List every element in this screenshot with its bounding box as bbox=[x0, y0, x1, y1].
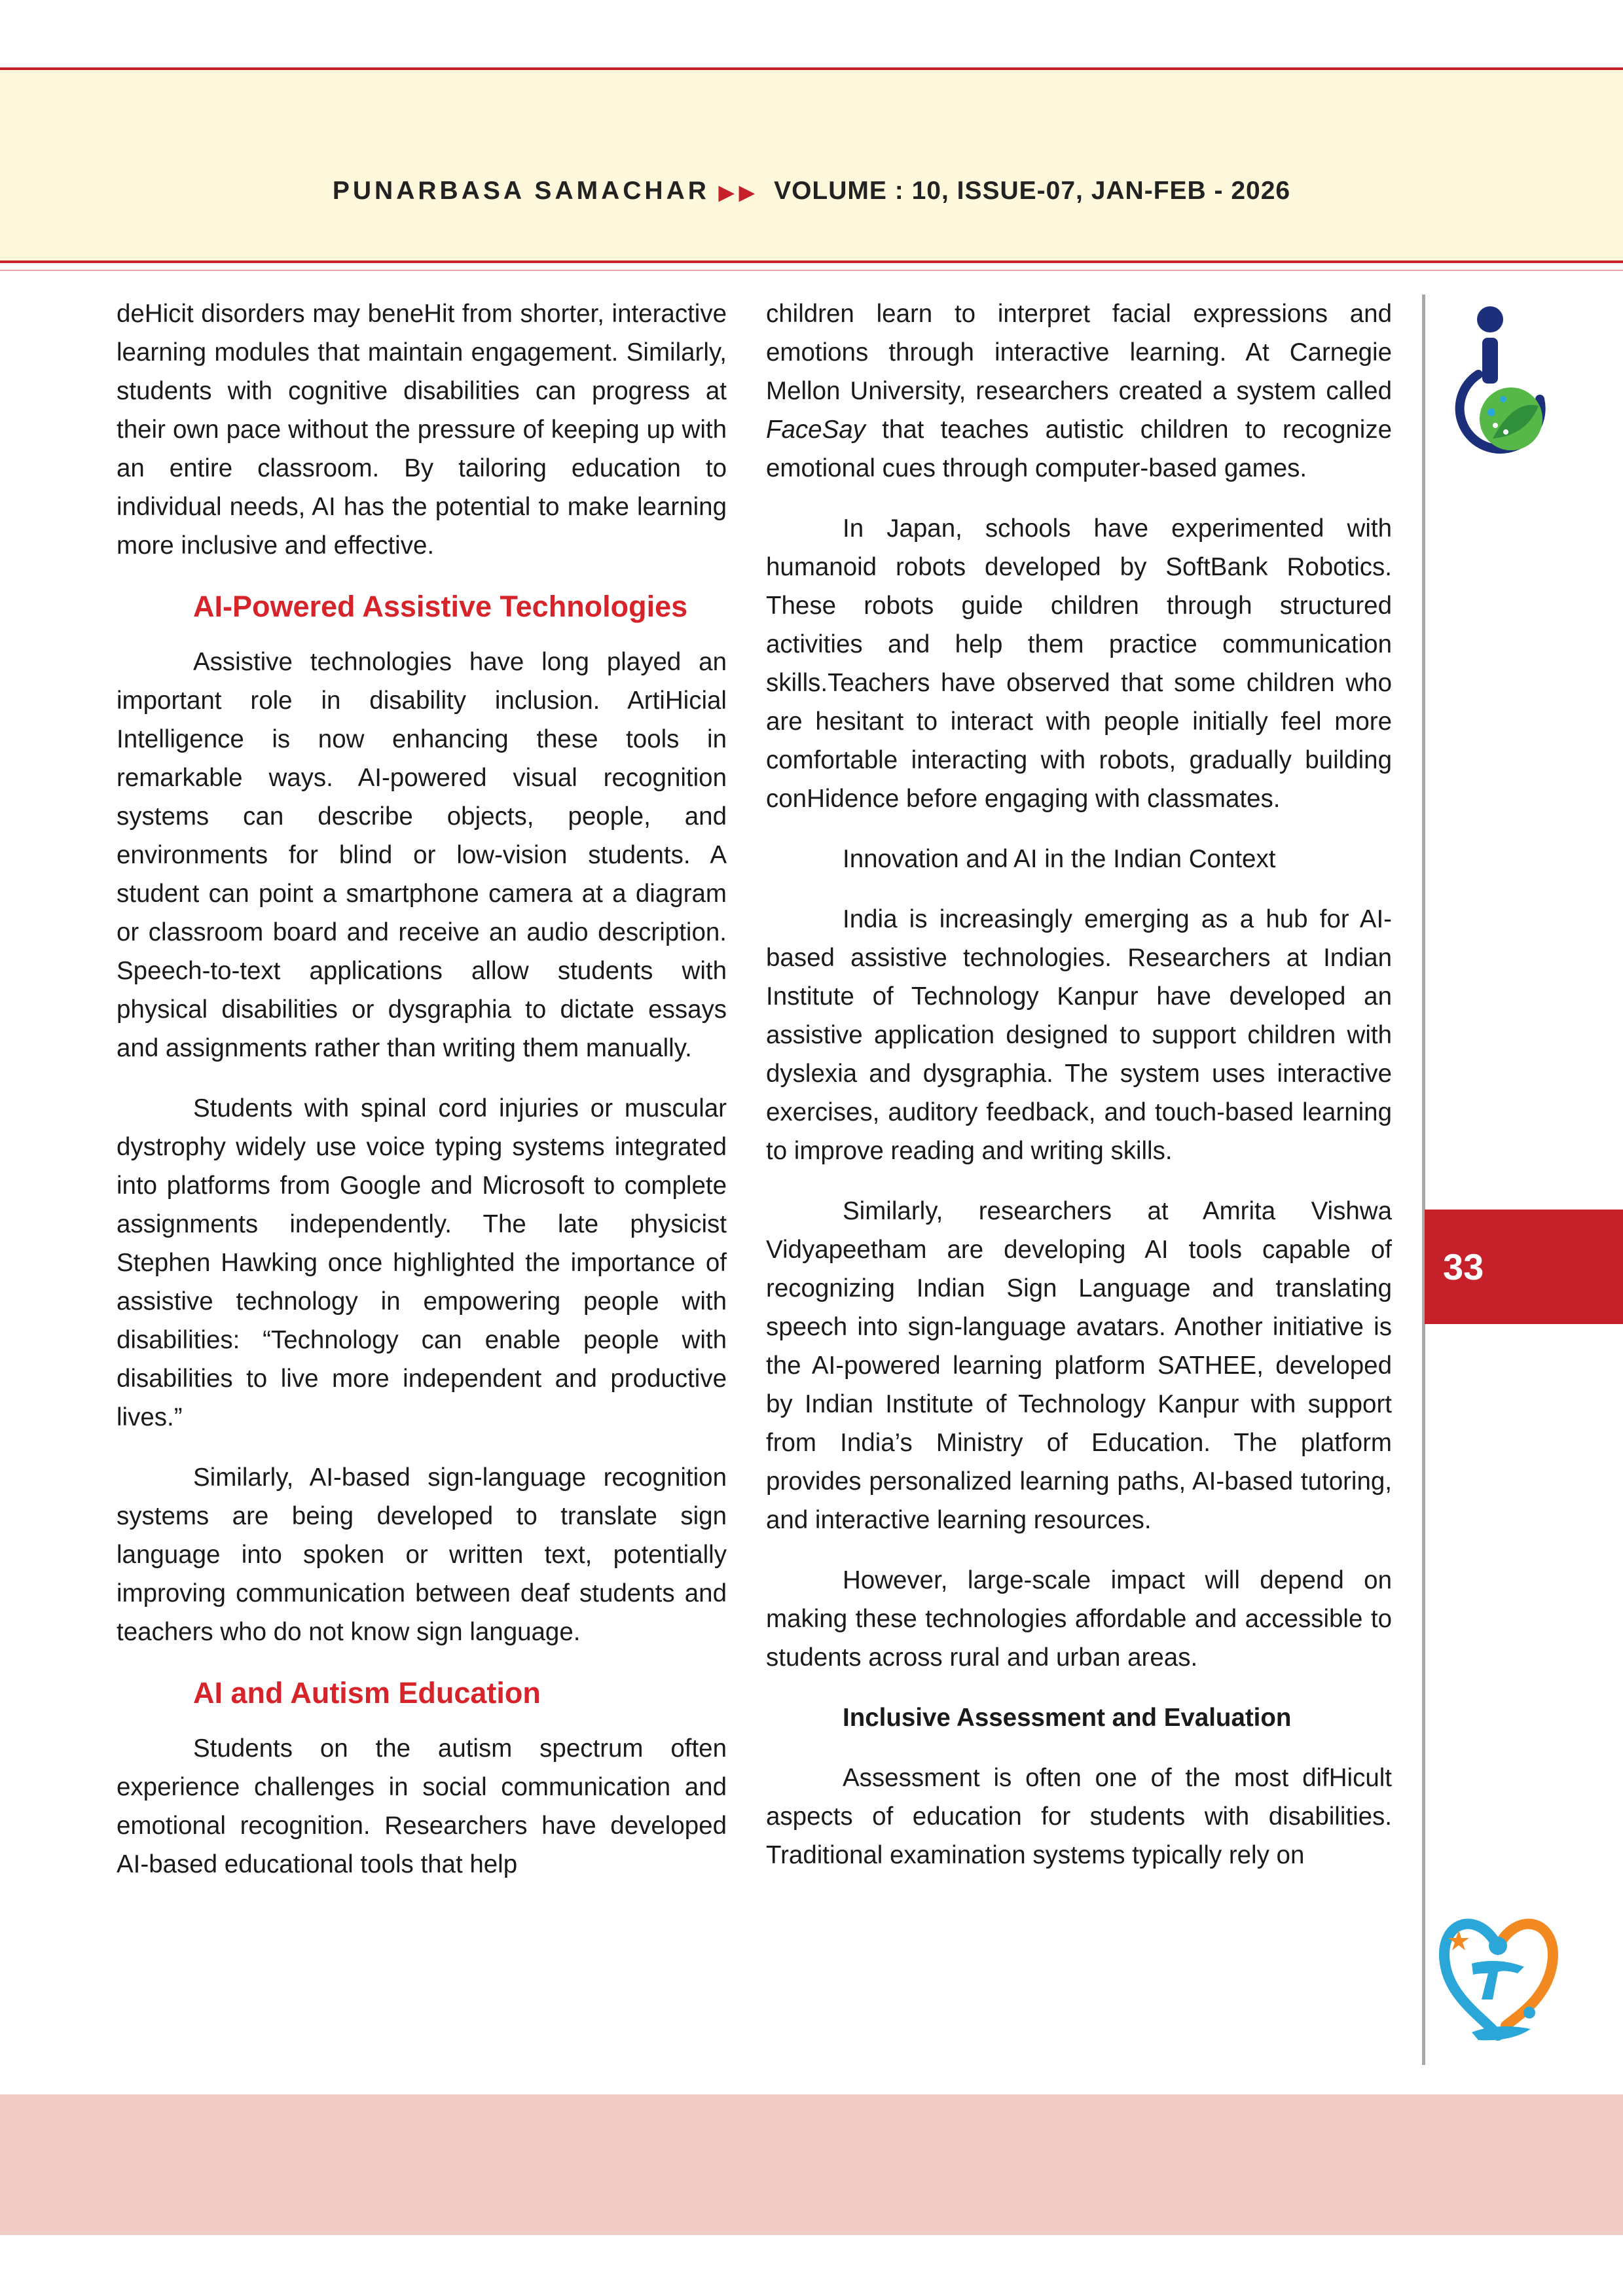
paragraph-facesay bbox=[766, 295, 1392, 488]
wheelchair-accessibility-logo-icon bbox=[1440, 301, 1558, 497]
facesay-text-before: children learn to interpret facial expressions and emotions through interactive learning. At Carnegie Mellon University, researchers created a system called bbox=[766, 300, 1392, 405]
facesay-name: FaceSay bbox=[766, 416, 866, 444]
running-header bbox=[0, 177, 1623, 206]
header-rule bbox=[0, 260, 1623, 263]
header-arrows-icon: ▶▶ bbox=[718, 182, 760, 204]
paragraph-japan: In Japan, schools have experimented with humanoid robots developed by SoftBank Robotics. These robots guide children through structured activities and help them practice communication skills.Teachers have observed that some children who are hesitant to interact with people initially feel more comfortable interacting with robots, gradually building conHidence before engaging with classmates. bbox=[766, 514, 1392, 813]
subheading-indian-context: Innovation and AI in the Indian Context bbox=[843, 845, 1276, 873]
paragraph-assistive: Assistive technologies have long played an important role in disability inclusion. ArtiHicial Intelligence is now enhancing these tools in remarkable ways. AI-powered visual recognition systems can describe objects, people, and environments for blind or low-vision students. A student can point a smartphone camera at a diagram or classroom board and receive an audio description. Speech-to-text applications allow students with physical disabilities or dysgraphia to dictate essays and assignments rather than writing them manually. bbox=[117, 648, 727, 1062]
heading-autism-education: AI and Autism Education bbox=[193, 1676, 541, 1710]
page-number-tab bbox=[1425, 1210, 1623, 1324]
right-column bbox=[766, 295, 1392, 1896]
left-column bbox=[117, 295, 727, 1905]
paragraph-autism: Students on the autism spectrum often experience challenges in social communication and emotional recognition. Researchers have developed AI-based educational tools that help bbox=[117, 1734, 727, 1878]
heading-assistive-technologies: AI-Powered Assistive Technologies bbox=[193, 590, 688, 623]
footer-band bbox=[0, 2094, 1623, 2235]
paragraph-intro: deHicit disorders may beneHit from shorter, interactive learning modules that maintain engagement. Similarly, students with cognitive disabilities can progress at their own pace without the pressure of keeping up with an entire classroom. By tailoring education to individual needs, AI has the potential to make learning more inclusive and effective. bbox=[117, 300, 727, 560]
issue-info: VOLUME : 10, ISSUE-07, JAN-FEB - 2026 bbox=[774, 177, 1291, 205]
paragraph-however: However, large-scale impact will depend on making these technologies affordable and accessible to students across rural and urban areas. bbox=[766, 1566, 1392, 1672]
paragraph-spinal: Students with spinal cord injuries or muscular dystrophy widely use voice typing systems integrated into platforms from Google and Microsoft to complete assignments independently. The late physicist Stephen Hawking once highlighted the importance of assistive technology in empowering people with disabilities: “Technology can enable people with disabilities to live more independent and productive lives.” bbox=[117, 1094, 727, 1431]
header-band bbox=[0, 67, 1623, 263]
publication-name: PUNARBASA SAMACHAR bbox=[332, 177, 710, 205]
facesay-text-after: that teaches autistic children to recognize emotional cues through computer-based games. bbox=[766, 416, 1392, 482]
column-divider bbox=[1422, 295, 1425, 2065]
paragraph-india: India is increasingly emerging as a hub for AI-based assistive technologies. Researchers at Indian Institute of Technology Kanpur have developed an assistive application designed to support children with dyslexia and dysgraphia. The system uses interactive exercises, auditory feedback, and touch-based learning to improve reading and writing skills. bbox=[766, 905, 1392, 1165]
page-number: 33 bbox=[1443, 1246, 1484, 1287]
header-rule-thin bbox=[0, 270, 1623, 271]
inclusion-heart-figure-icon bbox=[1432, 1901, 1563, 2058]
paragraph-amrita: Similarly, researchers at Amrita Vishwa Vidyapeetham are developing AI tools capable of recognizing Indian Sign Language and translating speech into sign-language avatars. Another initiative is the AI-powered learning platform SATHEE, developed by Indian Institute of Technology Kanpur with support from India’s Ministry of Education. The platform provides personalized learning paths, AI-based tutoring, and interactive learning resources. bbox=[766, 1197, 1392, 1534]
paragraph-assessment: Assessment is often one of the most difHicult aspects of education for students with disabilities. Traditional examination systems typically rely on bbox=[766, 1764, 1392, 1869]
paragraph-sign-language: Similarly, AI-based sign-language recognition systems are being developed to translate sign language into spoken or written text, potentially improving communication between deaf students and teachers who do not know sign language. bbox=[117, 1463, 727, 1646]
subheading-inclusive-assessment: Inclusive Assessment and Evaluation bbox=[843, 1704, 1292, 1732]
